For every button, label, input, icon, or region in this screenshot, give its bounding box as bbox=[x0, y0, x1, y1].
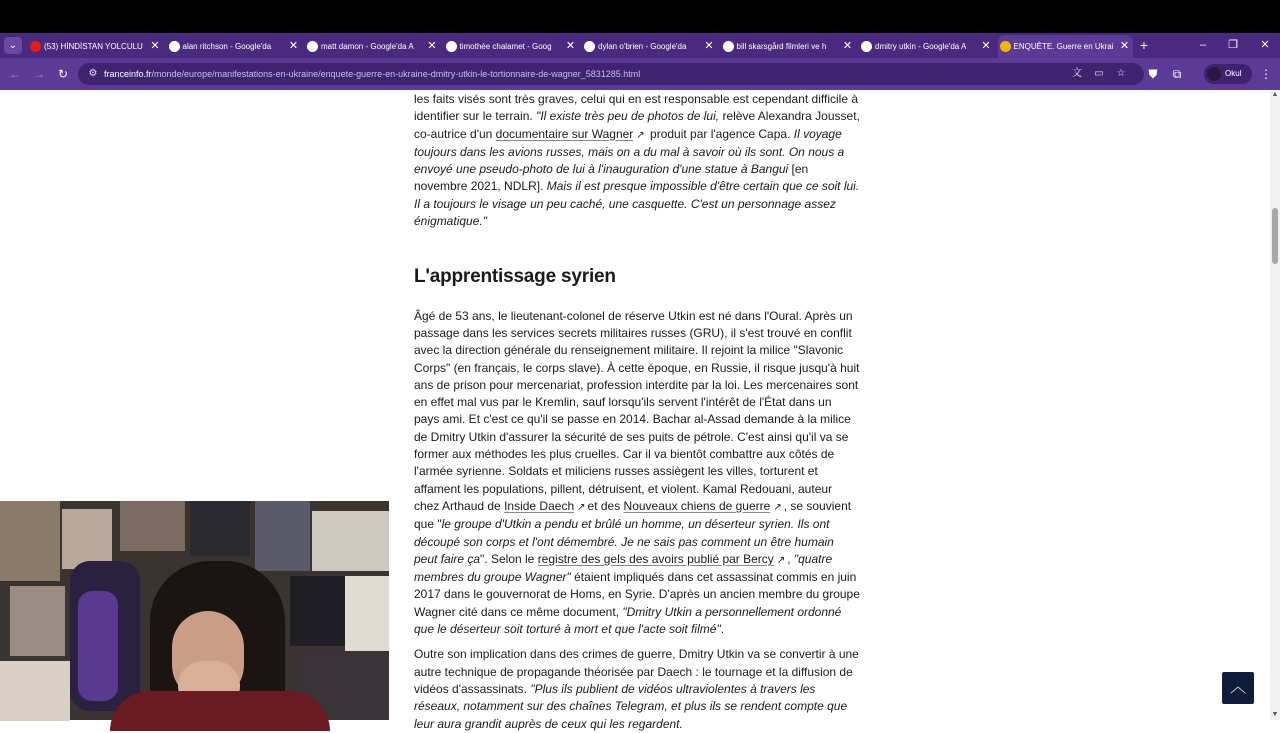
wall-poster bbox=[62, 509, 112, 569]
article-paragraph bbox=[414, 308, 860, 639]
tab-close-icon[interactable]: ✕ bbox=[842, 40, 853, 52]
tab-close-icon[interactable]: ✕ bbox=[150, 40, 160, 52]
browser-tab[interactable] bbox=[721, 35, 856, 58]
tab-label: dylan o'brien - Google'da bbox=[598, 42, 687, 51]
address-toolbar bbox=[0, 58, 1280, 90]
text-run: Outre son implication dans des crimes de guerre, Dmitry Utkin va se convertir à une autre technique de propagande théorisée par Daech : le tournage et la diffusion de vidéos d'assassinats. bbox=[414, 647, 859, 696]
reload-icon: ↻ bbox=[57, 67, 69, 81]
gaming-chair-accent bbox=[78, 591, 118, 701]
text-run: Âgé de 53 ans, le lieutenant-colonel de réserve Utkin est né dans l'Oural. Après un passage dans les services secrets militaires russes (GRU), il s'est trouvé en conflit avec la direction générale du renseignement militaire. Il rejoint la milice "Slavonic Corps" (en français, le corps slave). À cette époque, en Russie, il risque jusqu'à huit ans de prison pour mercenariat, profession interdite par la loi. Les mercenaires sont en effet mal vus par le Kremlin, sauf lorsqu'ils servent l'intérêt de l'État dans un pays ami. Et c'est ce qu'il se passe en 2014. Bachar al-Assad demande à la milice de Dmitry Utkin d'assurer la sécurité de ses puits de pétrole. C'est ainsi qu'il va se former aux méthodes les plus cruelles. Car il va bientôt combattre aux côtés de l'armée syrienne. Soldats et miliciens russes assiègent les villes, torturent et affament les populations, pillent, détruisent, et violent. Kamal Redouani, auteur chez Arthaud de bbox=[414, 308, 860, 513]
tab-label: timothée chalamet - Goog bbox=[459, 42, 552, 51]
tab-label: dmitry utkin - Google'da A bbox=[875, 42, 967, 51]
tab-label: matt damon - Google'da A bbox=[321, 42, 414, 51]
text-run: produit par l'agence Capa. bbox=[646, 126, 794, 141]
url-host: franceinfo.fr bbox=[104, 69, 152, 79]
external-link-icon: ↗ bbox=[577, 501, 586, 513]
restore-icon[interactable]: ❐ bbox=[1228, 39, 1238, 51]
browser-tab[interactable] bbox=[305, 35, 440, 58]
browser-tab[interactable] bbox=[167, 35, 302, 58]
text-run: relève Alexandra Jousset, co-autrice d'un bbox=[414, 109, 860, 141]
tab-close-icon[interactable]: ✕ bbox=[288, 40, 299, 52]
url-path: /monde/europe/manifestations-en-ukraine/enquete-guerre-en-ukraine-dmitry-utkin-le-tortionnaire-de-wagner_5831285.html bbox=[151, 69, 641, 79]
browser-tab[interactable] bbox=[582, 35, 717, 58]
shield-extension-icon[interactable]: ⛊ bbox=[1148, 67, 1158, 81]
quote-run: Mais il est presque impossible d'être certain que ce soit lui. Il a toujours le visage un peu caché, une casquette. C'est un personnage assez énigmatique." bbox=[414, 179, 860, 229]
tab-favicon-icon bbox=[446, 41, 457, 52]
browser-tab[interactable] bbox=[998, 35, 1133, 58]
wall-poster bbox=[190, 501, 250, 556]
tab-favicon-icon bbox=[584, 41, 595, 52]
tab-favicon-icon bbox=[861, 41, 872, 52]
bookmark-star-icon[interactable]: ☆ bbox=[1116, 68, 1126, 79]
browser-tab[interactable] bbox=[859, 35, 994, 58]
scroll-up-icon[interactable]: ▲ bbox=[1271, 91, 1279, 98]
article-paragraph bbox=[414, 646, 860, 732]
link-registre-bercy[interactable]: registre des gels des avoirs publié par Bercy bbox=[537, 551, 774, 566]
text-run: , bbox=[787, 551, 794, 566]
browser-tab[interactable] bbox=[28, 35, 163, 58]
tab-favicon-icon bbox=[1000, 41, 1011, 52]
tab-strip bbox=[0, 33, 1280, 58]
browser-menu-icon[interactable]: ⋮ bbox=[1260, 67, 1272, 81]
quote-run: Il voyage toujours dans les avions russes, mais on a du mal à savoir où ils sont. On nous a envoyé une pseudo-photo de lui à l'inauguration d'une statue à Bangui bbox=[414, 126, 845, 177]
chevron-up-icon: ︿ bbox=[1229, 679, 1246, 696]
tab-close-icon[interactable]: ✕ bbox=[427, 40, 437, 52]
wall-poster bbox=[312, 511, 389, 571]
tab-favicon-icon bbox=[723, 41, 734, 52]
scrollbar-thumb[interactable] bbox=[1272, 208, 1278, 264]
quote-run: "Il existe très peu de photos de lui, bbox=[536, 109, 720, 124]
article-paragraph bbox=[414, 91, 860, 230]
back-button[interactable] bbox=[6, 65, 24, 83]
scrollbar[interactable] bbox=[1270, 90, 1280, 720]
translate-icon[interactable]: 文 bbox=[1072, 68, 1082, 79]
address-bar[interactable] bbox=[78, 63, 1144, 85]
external-link-icon: ↗ bbox=[776, 554, 786, 566]
url-text[interactable] bbox=[104, 63, 640, 85]
text-run: et des bbox=[587, 498, 624, 513]
wall-poster bbox=[0, 501, 60, 581]
tab-close-icon[interactable]: ✕ bbox=[565, 40, 576, 52]
quote-run: "quatre membres du groupe Wagner" bbox=[414, 551, 833, 585]
reload-button[interactable] bbox=[54, 65, 72, 83]
wall-poster bbox=[345, 576, 389, 656]
profile-button[interactable] bbox=[1204, 64, 1252, 84]
tab-close-icon[interactable]: ✕ bbox=[981, 40, 991, 52]
forward-button[interactable] bbox=[30, 65, 48, 83]
quote-run: le groupe d'Utkin a pendu et brûlé un homme, un déserteur syrien. Ils ont découpé son corps et l'ont démembré. Je ne sais pas comment un être humain peut faire ça bbox=[414, 517, 834, 566]
article-body bbox=[414, 91, 860, 733]
text-run: les faits visés sont très graves, celui qui en est responsable est cependant difficile à identifier sur le terrain. bbox=[414, 92, 859, 124]
back-to-top-button[interactable] bbox=[1222, 672, 1254, 704]
wall-poster bbox=[0, 661, 70, 721]
scroll-down-icon[interactable]: ▼ bbox=[1271, 711, 1279, 718]
close-window-icon[interactable]: ✕ bbox=[1260, 39, 1270, 51]
minimize-icon[interactable]: – bbox=[1199, 39, 1207, 51]
site-info-icon[interactable]: ⚙ bbox=[88, 68, 98, 79]
wall-poster bbox=[290, 576, 345, 646]
chevron-down-icon: ⌄ bbox=[8, 40, 18, 51]
profile-name: Okul bbox=[1225, 69, 1242, 78]
text-run: étaient impliqués dans cet assassinat commis en juin 2017 dans le gouvernorat de Homs, en Syrie. D'après un ancien membre du groupe Wagner cité dans ce même document, bbox=[414, 570, 860, 619]
tab-close-icon[interactable]: ✕ bbox=[1119, 40, 1130, 52]
quote-run: "Plus ils publient de vidéos ultraviolentes à travers les réseaux, notamment sur des chaînes Telegram, et plus ils se rendent compte que leur aura grandit auprès de ceux qui les regardent. bbox=[414, 681, 848, 731]
arrow-right-icon: → bbox=[33, 67, 45, 81]
extensions-puzzle-icon[interactable]: ⧉ bbox=[1172, 67, 1182, 81]
person-shirt bbox=[110, 691, 330, 731]
arrow-left-icon: ← bbox=[9, 67, 21, 81]
link-nouveaux-chiens[interactable]: Nouveaux chiens de guerre bbox=[623, 498, 771, 513]
tab-label: ENQUÊTE. Guerre en Ukrai bbox=[1013, 42, 1114, 51]
screen-top-bar bbox=[0, 0, 1280, 33]
tab-favicon-icon bbox=[169, 41, 180, 52]
webcam-overlay bbox=[0, 501, 389, 720]
text-run: ". Selon le bbox=[480, 551, 538, 566]
wall-poster bbox=[120, 501, 185, 551]
tab-close-icon[interactable]: ✕ bbox=[704, 40, 714, 52]
avatar bbox=[1207, 67, 1221, 81]
external-link-icon: ↗ bbox=[636, 129, 645, 141]
text-run: [en novembre 2021, NDLR]. bbox=[414, 162, 809, 194]
tab-search-button[interactable] bbox=[4, 37, 22, 54]
tab-favicon-icon bbox=[30, 41, 41, 52]
link-documentaire-wagner[interactable]: documentaire sur Wagner bbox=[495, 126, 634, 141]
cast-icon[interactable]: ▭ bbox=[1094, 68, 1104, 79]
link-inside-daech[interactable]: Inside Daech bbox=[504, 498, 575, 513]
section-heading: L'apprentissage syrien bbox=[414, 266, 616, 288]
tab-label: (53) HİNDİSTAN YOLCULU bbox=[44, 42, 143, 51]
quote-run: "Dmitry Utkin a personnellement ordonné que le déserteur soit torturé à mort et que l'acte soit filmé" bbox=[414, 604, 842, 637]
text-run: , se souvient que " bbox=[414, 498, 852, 532]
wall-poster bbox=[255, 501, 310, 571]
tab-favicon-icon bbox=[307, 41, 318, 52]
text-run: . bbox=[720, 622, 725, 637]
wall-poster bbox=[10, 586, 65, 656]
external-link-icon: ↗ bbox=[773, 501, 782, 513]
browser-tab[interactable] bbox=[444, 35, 579, 58]
tab-label: bill skarsgård filmleri ve h bbox=[736, 42, 827, 51]
new-tab-button[interactable]: + bbox=[1139, 37, 1149, 53]
tab-label: alan ritchson - Google'da bbox=[182, 42, 272, 51]
